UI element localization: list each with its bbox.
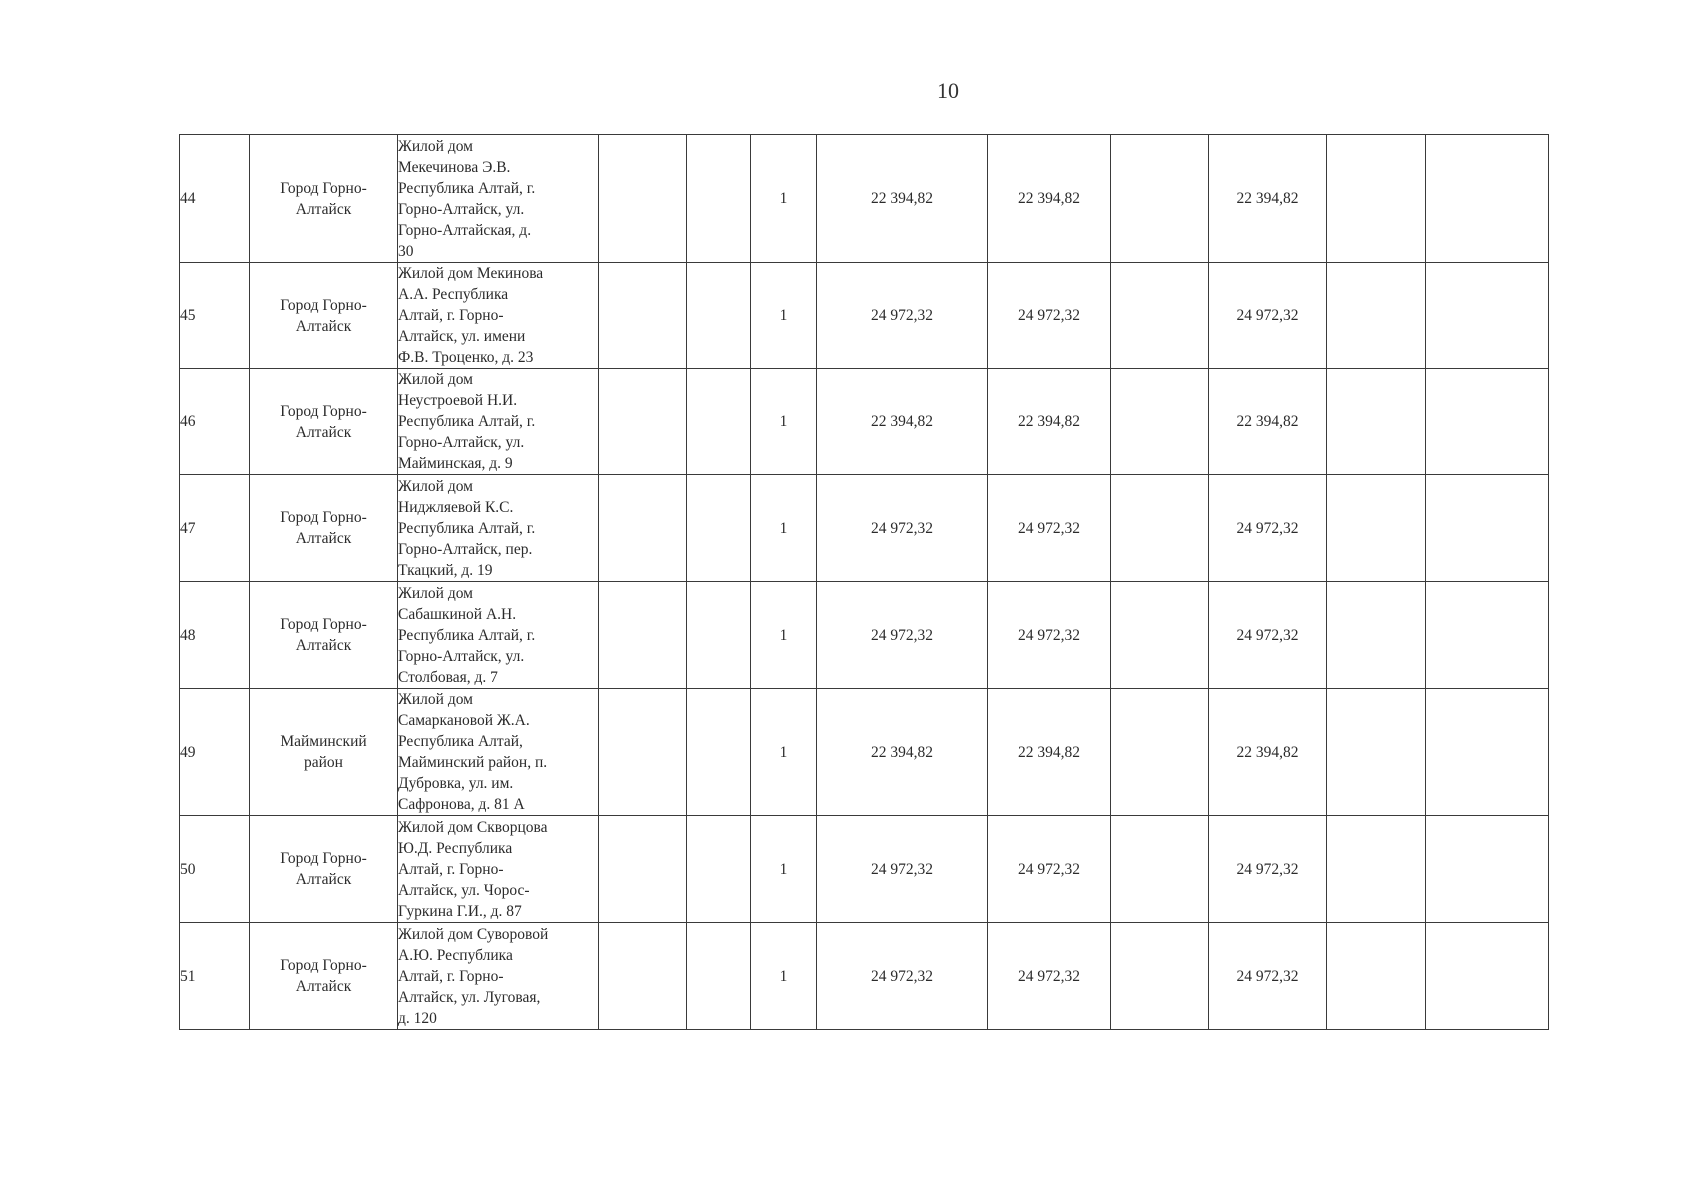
address-cell-line: Самаркановой Ж.А. [398,712,530,729]
row-number-cell: 47 [180,475,250,582]
quantity-cell: 1 [751,816,817,923]
address-cell-line: А.А. Республика [398,286,509,303]
quantity-cell: 1 [751,582,817,689]
address-cell [398,369,599,475]
amount-cell: 22 394,82 [1209,369,1327,475]
municipality-cell-line: Город Горно- [280,509,367,526]
address-cell-line: Жилой дом Мекинова [398,265,544,282]
quantity-cell: 1 [751,135,817,263]
municipality-cell [250,816,398,923]
amount-cell: 24 972,32 [817,816,988,923]
amount-cell: 24 972,32 [1209,475,1327,582]
empty-cell [599,816,687,923]
empty-cell [599,263,687,369]
empty-cell [599,923,687,1030]
municipality-cell [250,135,398,263]
municipality-cell-line: Алтайск [295,530,352,547]
table-row [180,263,1549,369]
address-cell-line: Жилой дом Скворцова [398,818,548,836]
empty-cell [1426,689,1549,816]
empty-cell [1327,475,1426,582]
address-cell-line: Гуркина Г.И., д. 87 [398,902,522,920]
address-cell-line: Жилой дом [398,584,473,602]
empty-cell [599,135,687,263]
quantity-cell: 1 [751,263,817,369]
address-cell-line: 30 [398,242,414,260]
municipality-cell-line: Город Горно- [280,957,367,974]
amount-cell: 24 972,32 [817,475,988,582]
address-cell-line: Горно-Алтайская, д. [398,221,532,239]
municipality-cell [250,582,398,689]
address-cell-line: Столбовая, д. 7 [398,668,498,686]
amount-cell: 22 394,82 [988,135,1111,263]
amount-cell: 22 394,82 [817,369,988,475]
municipality-cell-line: Город Горно- [280,179,367,197]
table-body [180,135,1549,1030]
empty-cell [1111,689,1209,816]
quantity-cell: 1 [751,689,817,816]
address-cell [398,263,599,369]
municipality-cell-line: Город Горно- [280,616,367,633]
amount-cell: 24 972,32 [988,263,1111,369]
address-cell [398,135,599,263]
table-row [180,135,1549,263]
address-cell-line: Алтай, г. Горно- [398,307,504,324]
address-cell-line: Дубровка, ул. им. [398,775,514,792]
address-cell [398,816,599,923]
empty-cell [687,369,751,475]
empty-cell [687,475,751,582]
municipality-cell-line: Алтайск [295,200,352,218]
address-cell [398,689,599,816]
empty-cell [687,923,751,1030]
address-cell-line: Майминская, д. 9 [398,455,513,472]
empty-cell [1426,816,1549,923]
table-row [180,689,1549,816]
municipality-cell-line: Алтайск [295,423,352,441]
amount-cell: 24 972,32 [988,923,1111,1030]
empty-cell [1327,135,1426,263]
address-cell-line: Жилой дом [398,691,473,708]
empty-cell [1327,689,1426,816]
municipality-cell-line: Город Горно- [280,850,367,867]
amount-cell: 24 972,32 [1209,923,1327,1030]
empty-cell [1426,923,1549,1030]
empty-cell [599,582,687,689]
empty-cell [687,689,751,816]
municipality-cell-line: Город Горно- [280,296,367,314]
address-cell-line: Республика Алтай, г. [398,179,536,197]
address-cell-line: Республика Алтай, г. [398,519,536,537]
empty-cell [599,475,687,582]
empty-cell [1111,816,1209,923]
address-cell-line: Республика Алтай, [398,733,523,750]
address-cell-line: А.Ю. Республика [398,946,513,964]
empty-cell [1327,582,1426,689]
amount-cell: 22 394,82 [988,369,1111,475]
address-cell-line: д. 120 [398,1009,437,1027]
address-cell-line: Алтай, г. Горно- [398,860,504,878]
amount-cell: 22 394,82 [1209,135,1327,263]
amount-cell: 24 972,32 [817,582,988,689]
empty-cell [1426,475,1549,582]
empty-cell [1111,923,1209,1030]
address-cell-line: Горно-Алтайск, ул. [398,434,525,451]
quantity-cell: 1 [751,475,817,582]
address-cell-line: Жилой дом [398,137,473,155]
row-number-cell: 50 [180,816,250,923]
municipality-cell-line: Алтайск [295,637,352,654]
municipality-cell-line: Майминский [280,733,367,750]
municipality-cell-line: Алтайск [295,317,352,335]
address-cell-line: Алтайск, ул. имени [398,328,526,345]
empty-cell [1111,475,1209,582]
municipality-cell [250,689,398,816]
table-row [180,923,1549,1030]
address-cell-line: Ю.Д. Республика [398,839,513,857]
address-cell-line: Ниджляевой К.С. [398,498,514,516]
address-cell-line: Алтайск, ул. Чорос- [398,881,530,899]
municipality-cell [250,263,398,369]
municipality-cell-line: Алтайск [295,978,352,995]
amount-cell: 24 972,32 [988,582,1111,689]
empty-cell [687,135,751,263]
address-cell-line: Неустроевой Н.И. [398,392,518,409]
table-row [180,369,1549,475]
amount-cell: 24 972,32 [988,475,1111,582]
municipality-cell [250,475,398,582]
empty-cell [687,816,751,923]
amount-cell: 24 972,32 [1209,582,1327,689]
empty-cell [1327,263,1426,369]
municipality-cell-line: район [304,754,343,771]
address-cell-line: Горно-Алтайск, ул. [398,647,525,665]
row-number-cell: 44 [180,135,250,263]
empty-cell [1426,369,1549,475]
amount-cell: 24 972,32 [1209,816,1327,923]
row-number-cell: 49 [180,689,250,816]
empty-cell [1111,582,1209,689]
municipality-cell [250,369,398,475]
municipality-cell [250,923,398,1030]
municipality-cell-line: Город Горно- [280,402,367,420]
quantity-cell: 1 [751,923,817,1030]
amount-cell: 24 972,32 [817,923,988,1030]
address-cell-line: Ф.В. Троценко, д. 23 [398,349,534,366]
empty-cell [599,689,687,816]
address-cell-line: Республика Алтай, г. [398,626,536,644]
address-cell-line: Сафронова, д. 81 А [398,796,525,813]
address-cell [398,923,599,1030]
table-row [180,582,1549,689]
table-row [180,475,1549,582]
empty-cell [687,582,751,689]
row-number-cell: 45 [180,263,250,369]
empty-cell [1111,263,1209,369]
row-number-cell: 48 [180,582,250,689]
address-cell-line: Жилой дом Суворовой [398,925,549,943]
address-cell-line: Алтай, г. Горно- [398,967,504,985]
empty-cell [1327,816,1426,923]
address-cell-line: Сабашкиной А.Н. [398,605,517,623]
address-cell-line: Горно-Алтайск, пер. [398,540,533,558]
empty-cell [1327,923,1426,1030]
empty-cell [687,263,751,369]
address-cell [398,582,599,689]
empty-cell [1111,369,1209,475]
row-number-cell: 51 [180,923,250,1030]
address-cell-line: Алтайск, ул. Луговая, [398,988,541,1006]
table-row [180,816,1549,923]
register-table [179,134,1549,1030]
empty-cell [1111,135,1209,263]
address-cell-line: Ткацкий, д. 19 [398,561,493,579]
row-number-cell: 46 [180,369,250,475]
address-cell-line: Мекечинова Э.В. [398,158,511,176]
amount-cell: 24 972,32 [817,263,988,369]
municipality-cell-line: Алтайск [295,871,352,888]
address-cell-line: Майминский район, п. [398,754,548,771]
address-cell-line: Жилой дом [398,477,473,495]
address-cell-line: Горно-Алтайск, ул. [398,200,525,218]
amount-cell: 22 394,82 [1209,689,1327,816]
empty-cell [599,369,687,475]
address-cell [398,475,599,582]
empty-cell [1426,263,1549,369]
amount-cell: 24 972,32 [1209,263,1327,369]
address-cell-line: Жилой дом [398,371,473,388]
page-number: 10 [937,78,959,103]
address-cell-line: Республика Алтай, г. [398,413,536,430]
empty-cell [1426,582,1549,689]
empty-cell [1327,369,1426,475]
quantity-cell: 1 [751,369,817,475]
amount-cell: 22 394,82 [817,689,988,816]
amount-cell: 24 972,32 [988,816,1111,923]
empty-cell [1426,135,1549,263]
amount-cell: 22 394,82 [988,689,1111,816]
amount-cell: 22 394,82 [817,135,988,263]
